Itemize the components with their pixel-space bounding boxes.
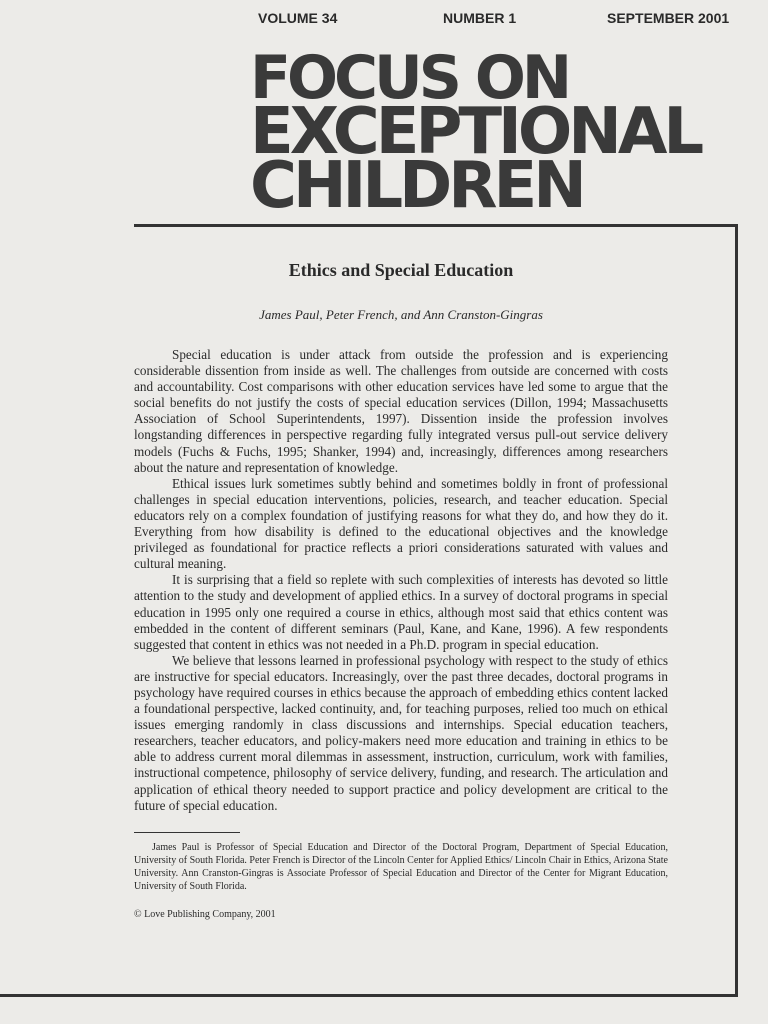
frame-bottom-rule — [0, 994, 738, 997]
masthead-line-2: EXCEPTIONAL — [250, 95, 701, 169]
masthead-line-1: FOCUS ON — [250, 43, 569, 113]
number-label: NUMBER 1 — [443, 10, 517, 26]
issue-info — [0, 10, 768, 30]
frame-top-rule — [134, 224, 738, 227]
copyright-notice: © Love Publishing Company, 2001 — [134, 908, 276, 920]
author-footnote: James Paul is Professor of Special Education and Director of the Doctoral Program, Department of Special Education, University of South Florida. Peter French is Director of the Lincoln Center for Applied Ethics/ Lincoln Chair in Ethics, Arizona State University. Ann Cranston-Gingras is Associate Professor of Special Education and Director of the Center for Migrant Education, University of South Florida. — [134, 841, 668, 892]
paragraph-1: Special education is under attack from outside the profession and is experiencing considerable dissention from inside as well. The challenges from outside are concerned with costs and accountability. Cost comparisons with other education services have led some to argue that the social benefits do not justify the costs of special education services (Dillon, 1994; Massachusetts Association of School Superintendents, 1997). Dissention inside the profession involves longstanding differences in perspective regarding fully integrated versus pull-out service delivery models (Fuchs & Fuchs, 1995; Shanker, 1994) and, increasingly, differences among researchers about the nature and representation of knowledge. — [134, 347, 668, 475]
masthead-line-3: CHILDREN — [250, 149, 583, 223]
paragraph-2: Ethical issues lurk sometimes subtly behind and sometimes boldly in front of professional challenges in special education interventions, policies, research, and teacher education. Special educators rely on a complex foundation of justifying reasons for what they do, and how they do it. Everything from how disability is defined to the educational objectives and the knowledge privileged as foundational for practice reflects a priori considerations saturated with values and cultural meaning. — [134, 475, 668, 572]
volume-label: VOLUME 34 — [258, 10, 338, 26]
paragraph-3: It is surprising that a field so replete with such complexities of interests has devoted so little attention to the study and development of applied ethics. In a survey of doctoral programs in special education in 1995 only one required a course in ethics, although most said that ethics content was embedded in the content of different seminars (Paul, Kane, and Kane, 1996). A few respondents suggested that content in ethics was not needed in a Ph.D. program in special education. — [134, 572, 668, 652]
frame-right-rule — [735, 224, 738, 997]
date-label: SEPTEMBER 2001 — [607, 10, 730, 26]
article — [134, 240, 668, 920]
article-authors: James Paul, Peter French, and Ann Cranston-Gingras — [259, 307, 543, 322]
paragraph-4: We believe that lessons learned in professional psychology with respect to the study of ethics are instructive for special educators. Increasingly, over the past three decades, doctoral programs in psychology have required courses in ethics because the approach of embedding ethics content lacked a foundational perspective, lacked continuity, and, for teaching purposes, relied too much on ethical issues emerging randomly in class discussions and internships. Special education teachers, researchers, teacher educators, and policy-makers need more education and training in ethics to be able to address current moral dilemmas in assessment, instruction, curriculum, work with families, instructional competence, philosophy of service delivery, funding, and research. The articulation and application of ethical theory needed to support practice and policy development are critical to the future of special education. — [134, 652, 668, 813]
article-title: Ethics and Special Education — [288, 260, 514, 280]
footnote-divider — [134, 832, 240, 833]
